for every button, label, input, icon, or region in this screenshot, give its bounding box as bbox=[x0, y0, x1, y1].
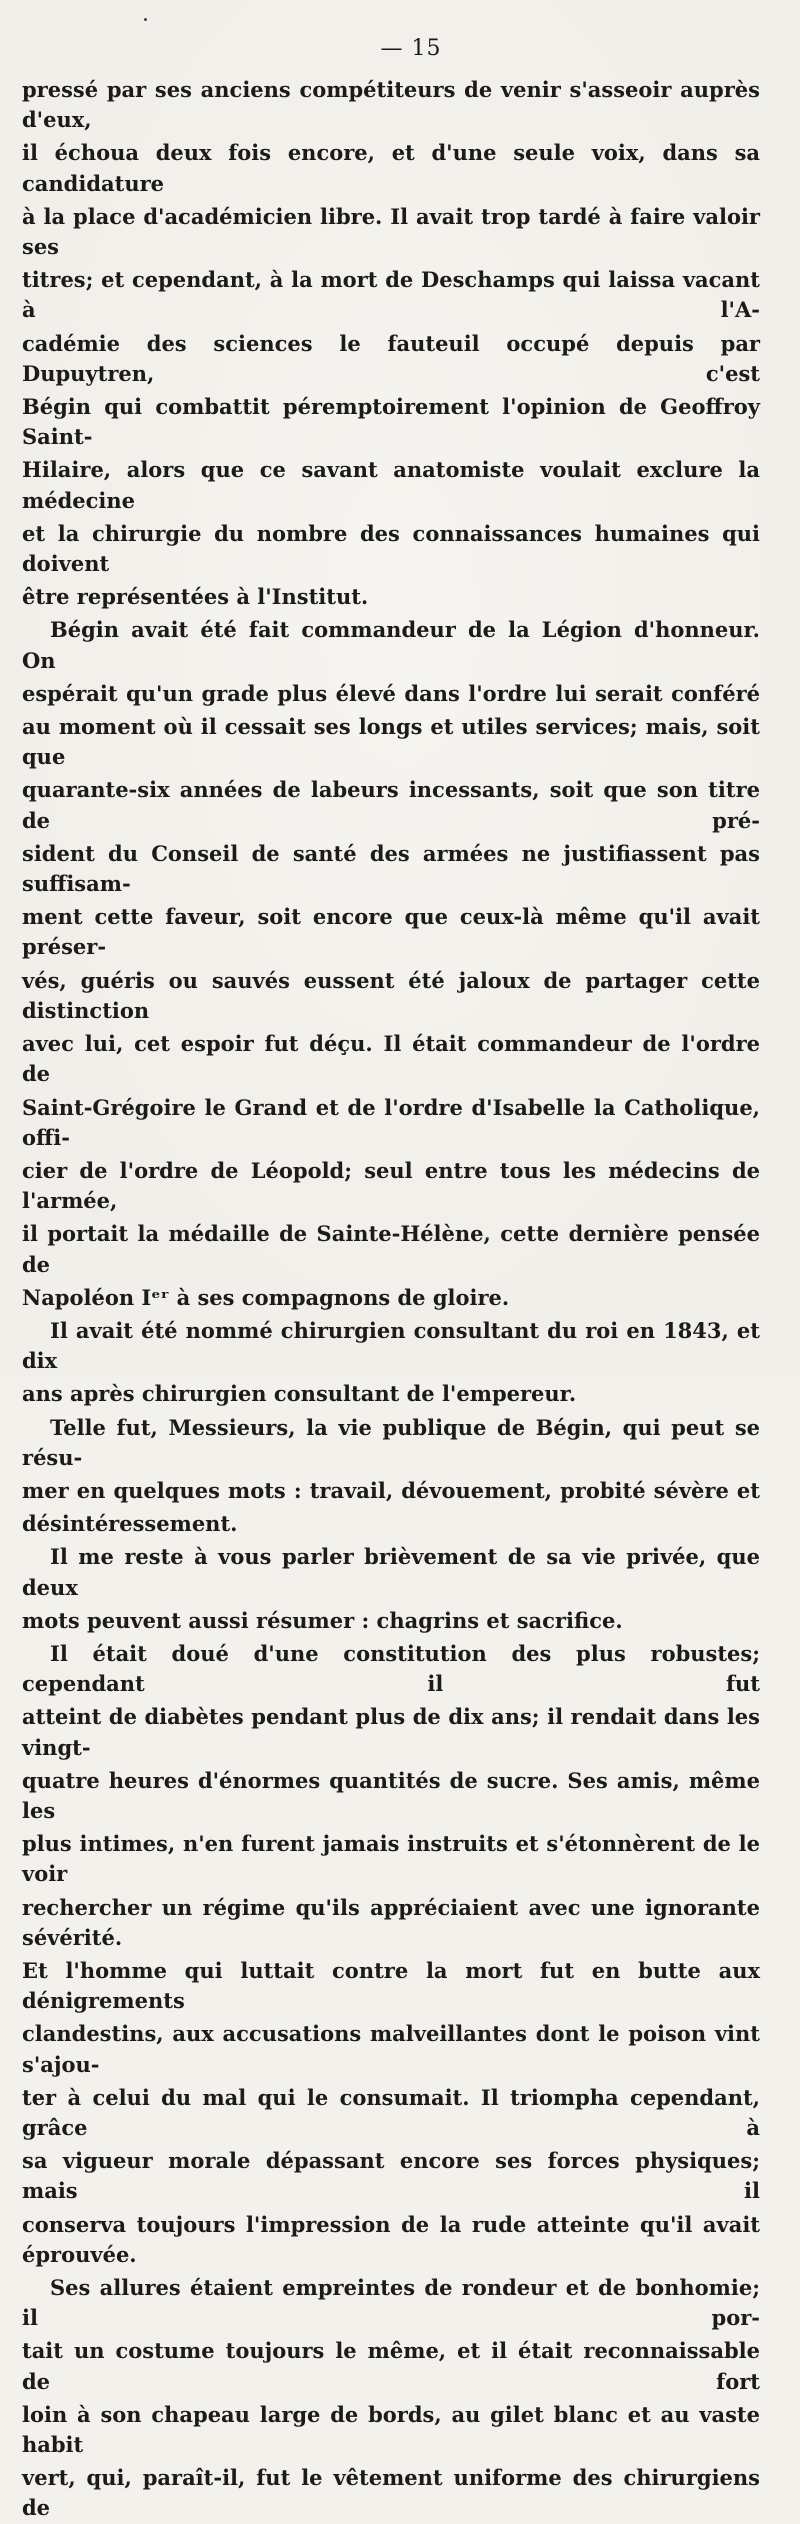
paragraph bbox=[22, 1413, 760, 1540]
text-line: il portait la médaille de Sainte-Hélène, cette dernière pensée de bbox=[22, 1221, 760, 1277]
paragraph bbox=[22, 1639, 760, 2270]
text-line: à la place d'académicien libre. Il avait trop tardé à faire valoir ses bbox=[22, 203, 760, 260]
text-line: mer en quelques mots : travail, dévouement, probité sévère et bbox=[22, 1477, 760, 1503]
text-line: Il avait été nommé chirurgien consultant du roi en 1843, et dix bbox=[22, 1317, 760, 1374]
text-line: être représentées à l'Institut. bbox=[22, 584, 369, 610]
text-line: sa vigueur morale dépassant encore ses forces physiques; mais il bbox=[22, 2148, 760, 2204]
text-line: Bégin qui combattit péremptoirement l'opinion de Geoffroy Saint- bbox=[22, 394, 760, 450]
text-line: atteint de diabètes pendant plus de dix ans; il rendait dans les vingt- bbox=[22, 1704, 760, 1760]
text-line: Bégin avait été fait commandeur de la Légion d'honneur. On bbox=[22, 617, 760, 673]
text-line: au moment où il cessait ses longs et utiles services; mais, soit que bbox=[22, 714, 760, 770]
text-line: Hilaire, alors que ce savant anatomiste voulait exclure la médecine bbox=[22, 457, 760, 513]
text-line: pressé par ses anciens compétiteurs de venir s'asseoir auprès d'eux, bbox=[22, 77, 760, 133]
paragraph bbox=[22, 1542, 760, 1636]
page-number: — 15 bbox=[380, 36, 442, 61]
text-line: désintéressement. bbox=[22, 1511, 238, 1537]
text-line: mots peuvent aussi résumer : chagrins et sacrifice. bbox=[22, 1607, 623, 1633]
text-line: avec lui, cet espoir fut déçu. Il était commandeur de l'ordre de bbox=[22, 1031, 760, 1087]
text-line: Napoléon Iᵉʳ à ses compagnons de gloire. bbox=[22, 1284, 510, 1310]
text-line: loin à son chapeau large de bords, au gilet blanc et au vaste habit bbox=[22, 2401, 760, 2458]
text-line: quatre heures d'énormes quantités de sucre. Ses amis, même les bbox=[22, 1767, 760, 1823]
text-line: plus intimes, n'en furent jamais instruits et s'étonnèrent de le voir bbox=[22, 1831, 760, 1887]
text-line: vés, guéris ou sauvés eussent été jaloux de partager cette distinction bbox=[22, 967, 760, 1023]
print-speck bbox=[144, 18, 147, 21]
text-line: Il me reste à vous parler brièvement de sa vie privée, que deux bbox=[22, 1544, 760, 1600]
text-line: et la chirurgie du nombre des connaissances humaines qui doivent bbox=[22, 520, 760, 577]
text-line: titres; et cependant, à la mort de Deschamps qui laissa vacant à l'A- bbox=[22, 267, 760, 323]
text-line: ans après chirurgien consultant de l'empereur. bbox=[22, 1381, 577, 1407]
text-line: rechercher un régime qu'ils appréciaient avec une ignorante sévérité. bbox=[22, 1894, 760, 1950]
text-line: quarante-six années de labeurs incessants, soit que son titre de pré- bbox=[22, 777, 760, 833]
text-line: Telle fut, Messieurs, la vie publique de Bégin, qui peut se résu- bbox=[22, 1414, 760, 1470]
text-line: Et l'homme qui luttait contre la mort fut en butte aux dénigrements bbox=[22, 1957, 760, 2014]
text-line: Il était doué d'une constitution des plus robustes; cependant il fut bbox=[22, 1640, 760, 1697]
paragraph bbox=[22, 2273, 760, 2524]
paragraph bbox=[22, 615, 760, 1312]
text-line: clandestins, aux accusations malveillantes dont le poison vint s'ajou- bbox=[22, 2021, 760, 2077]
paragraph bbox=[22, 75, 760, 612]
text-line: conserva toujours l'impression de la rude atteinte qu'il avait éprouvée. bbox=[22, 2211, 760, 2267]
text-line: Ses allures étaient empreintes de rondeur et de bonhomie; il por- bbox=[22, 2275, 760, 2331]
text-line: sident du Conseil de santé des armées ne justifiassent pas suffisam- bbox=[22, 840, 760, 897]
text-line: vert, qui, paraît-il, fut le vêtement uniforme des chirurgiens de bbox=[22, 2465, 760, 2521]
text-line: espérait qu'un grade plus élevé dans l'ordre lui serait conféré bbox=[22, 680, 760, 706]
text-line: il échoua deux fois encore, et d'une seule voix, dans sa candidature bbox=[22, 140, 760, 196]
text-line: tait un costume toujours le même, et il était reconnaissable de fort bbox=[22, 2338, 760, 2394]
text-line: Saint-Grégoire le Grand et de l'ordre d'Isabelle la Catholique, offi- bbox=[22, 1094, 760, 1150]
text-line: cadémie des sciences le fauteuil occupé depuis par Dupuytren, c'est bbox=[22, 330, 760, 386]
text-line: ment cette faveur, soit encore que ceux-là même qu'il avait préser- bbox=[22, 904, 760, 960]
paragraph bbox=[22, 1316, 760, 1410]
text-line: ter à celui du mal qui le consumait. Il triompha cependant, grâce à bbox=[22, 2084, 760, 2140]
text-line: cier de l'ordre de Léopold; seul entre tous les médecins de l'armée, bbox=[22, 1157, 760, 1214]
body-text bbox=[22, 75, 760, 2524]
